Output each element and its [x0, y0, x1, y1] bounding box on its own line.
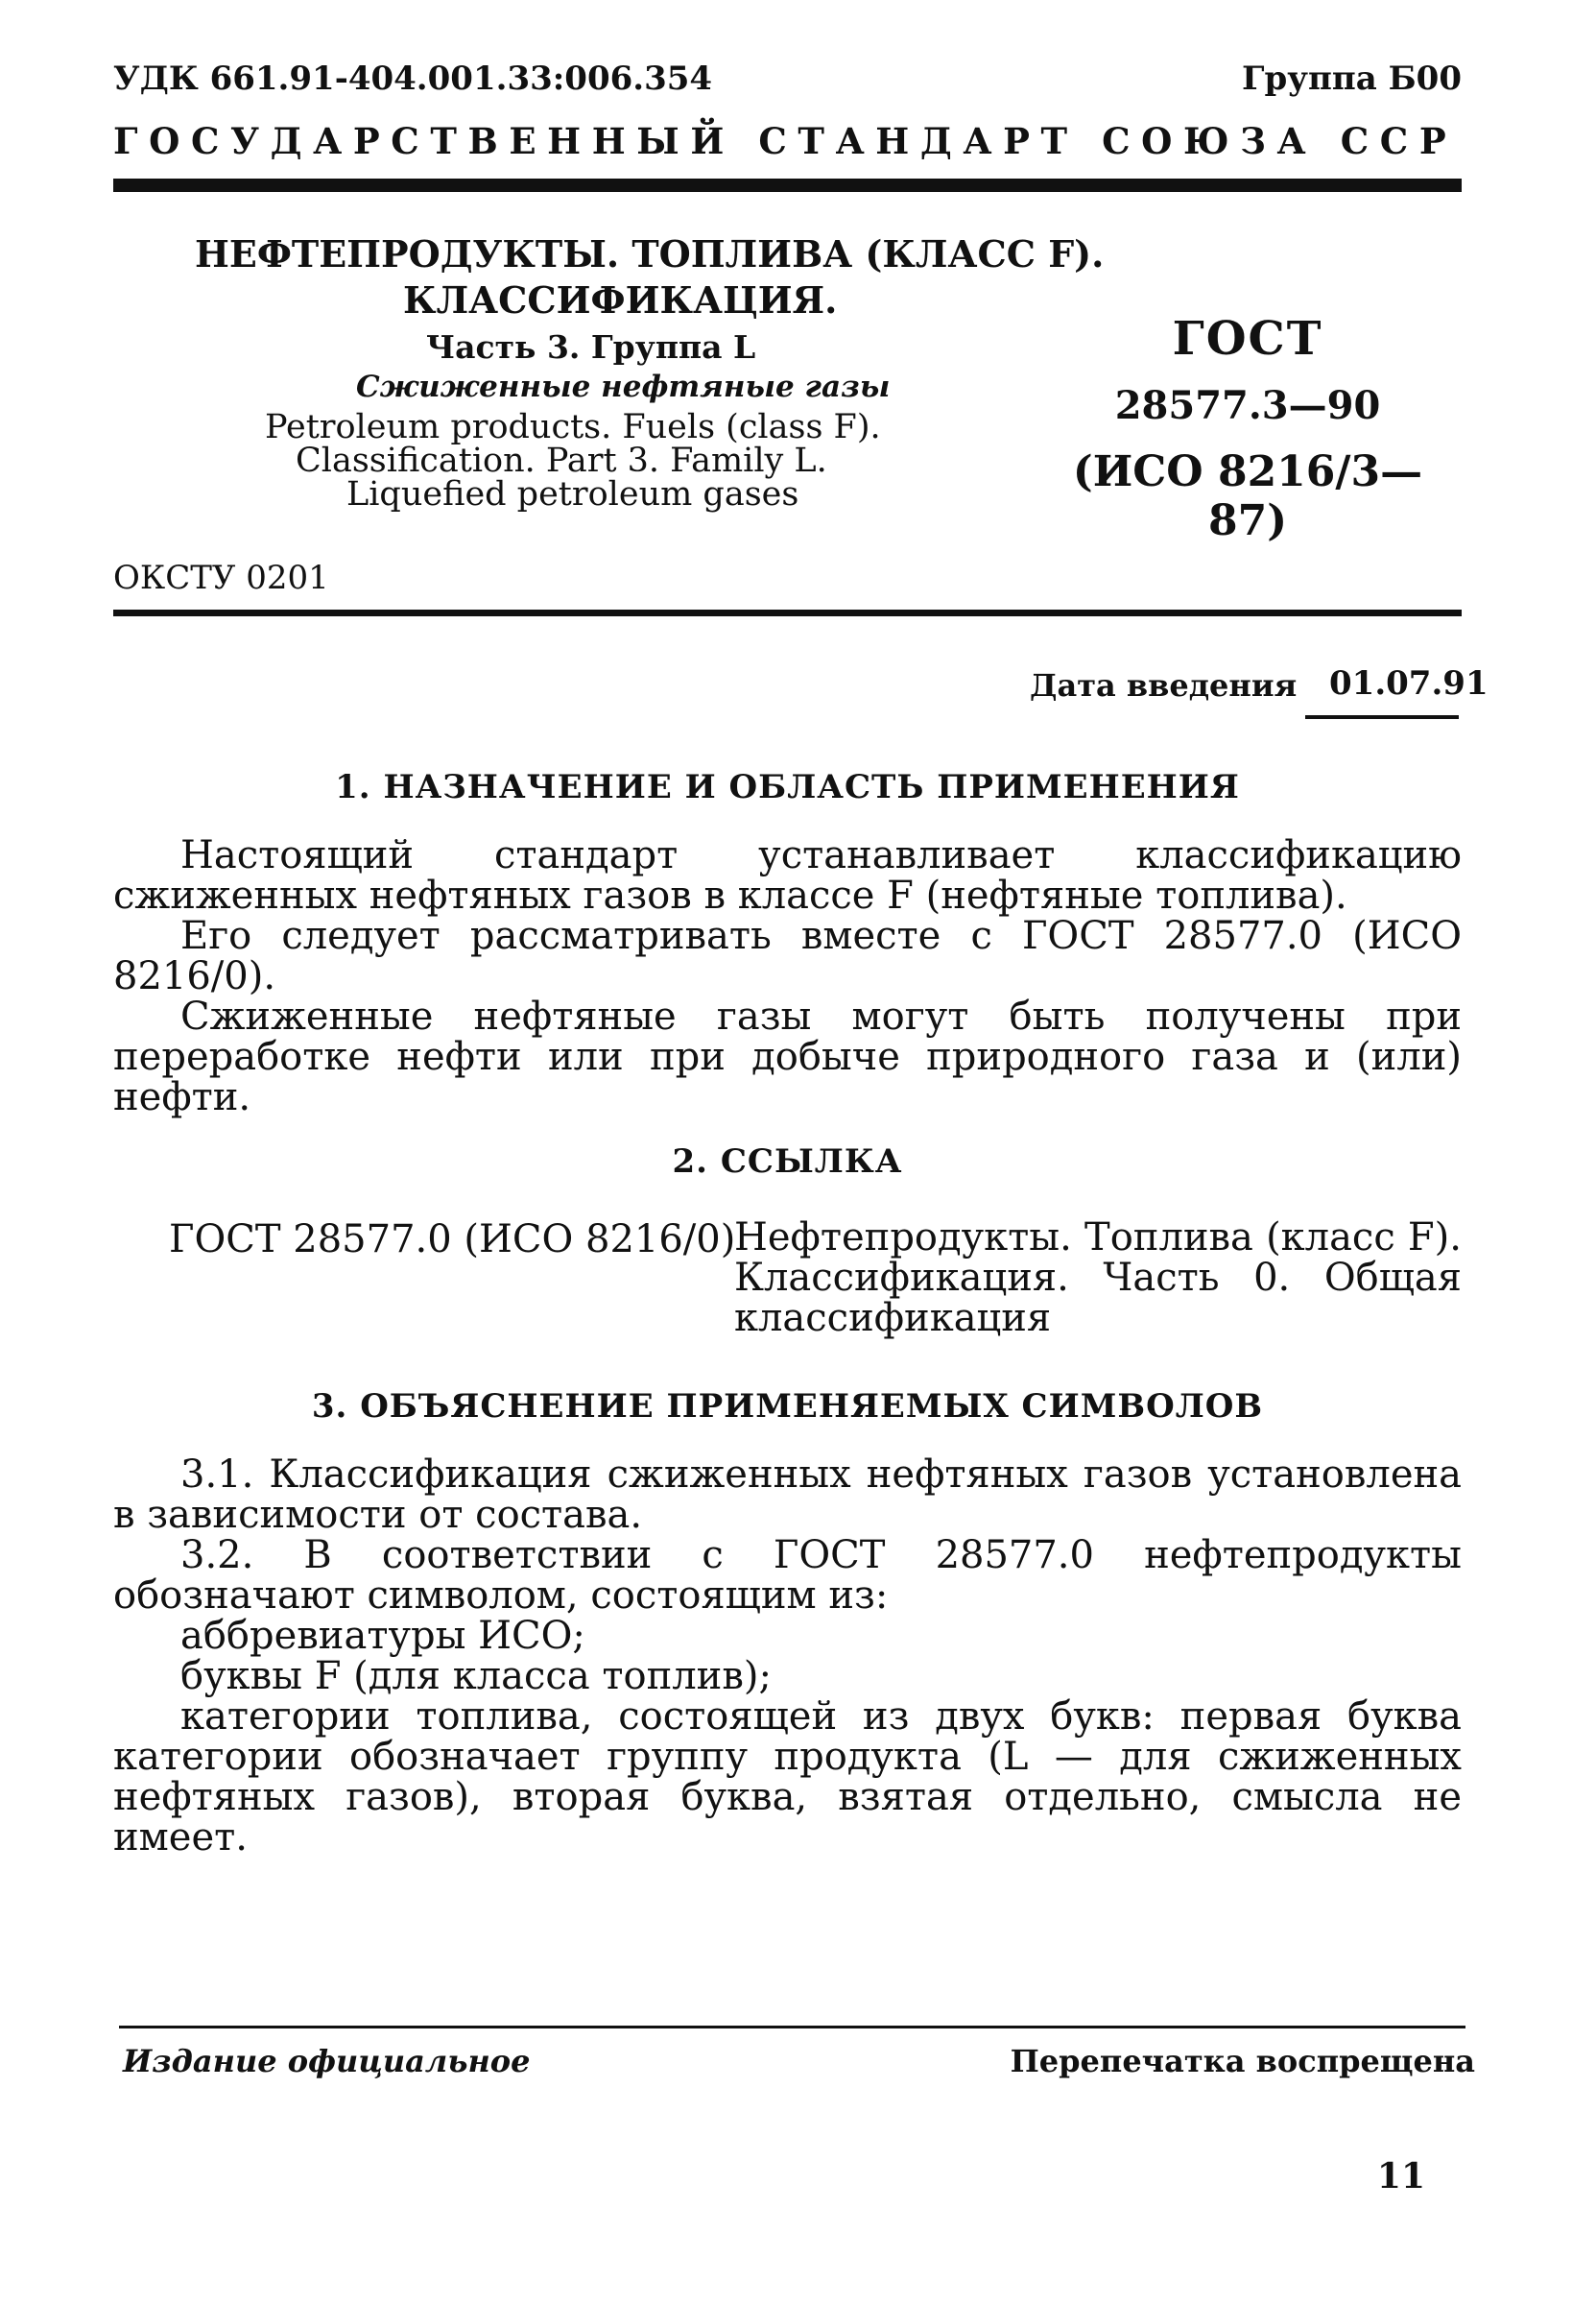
okstu-code: ОКСТУ 0201: [113, 559, 329, 597]
section-2-heading: 2. ССЫЛКА: [672, 1142, 903, 1181]
gost-designation: [1036, 312, 1459, 545]
section-1-body: [113, 835, 1462, 1117]
title-line-2: КЛАССИФИКАЦИЯ.: [403, 278, 838, 322]
footer-official-edition: Издание официальное: [123, 2043, 531, 2079]
reference-code: ГОСТ 28577.0 (ИСО 8216/0): [169, 1217, 736, 1261]
footer-reprint-prohibited: Перепечатка воспрещена: [1010, 2043, 1475, 2079]
intro-date-value: 01.07.91: [1329, 664, 1489, 703]
title-line-1: НЕФТЕПРОДУКТЫ. ТОПЛИВА (КЛАСС F).: [195, 232, 1105, 276]
title-en-line-2: Classification. Part 3. Family L.: [296, 442, 827, 480]
section-3-body: [113, 1454, 1462, 1858]
part-label: Часть 3. Группа L: [426, 328, 756, 366]
udk-code: УДК 661.91-404.001.33:006.354: [113, 60, 713, 98]
reference-title-block: [734, 1217, 1462, 1338]
section-1-heading: 1. НАЗНАЧЕНИЕ И ОБЛАСТЬ ПРИМЕНЕНИЯ: [335, 768, 1240, 806]
gost-label: ГОСТ: [1172, 312, 1323, 366]
section-1-paragraph-3: Сжиженные нефтяные газы могут быть получены при переработке нефти или при добыче природного газа и (или) нефти.: [113, 995, 1462, 1119]
clause-3-1: 3.1. Классификация сжиженных нефтяных газов установлена в зависимости от состава.: [113, 1452, 1462, 1537]
list-item-letter-f: буквы F (для класса топлив);: [180, 1654, 772, 1698]
list-item-iso: аббревиатуры ИСО;: [180, 1614, 585, 1658]
title-en-line-1: Petroleum products. Fuels (class F).: [265, 408, 881, 446]
okstu-rule: [113, 610, 1462, 616]
state-standard-banner: ГОСУДАРСТВЕННЫЙ СТАНДАРТ СОЮЗА ССР: [113, 120, 1458, 162]
page-number: 11: [1376, 2156, 1425, 2196]
subtitle-ru: Сжиженные нефтяные газы: [356, 370, 891, 404]
intro-date-underline: [1305, 715, 1459, 719]
group-code: Группа Б00: [1241, 60, 1462, 98]
reference-title: Нефтепродукты. Топлива (класс F). Классификация. Часть 0. Общая классификация: [734, 1215, 1462, 1340]
list-item-category: категории топлива, состоящей из двух букв: первая буква категории обозначает группу продукта (L — для сжиженных нефтяных газов), вторая буква, взятая отдельно, смысла не имеет.: [113, 1694, 1462, 1860]
header-rule: [113, 179, 1462, 192]
title-en-line-3: Liquefied petroleum gases: [346, 475, 799, 514]
gost-number: 28577.3—90: [1114, 383, 1381, 428]
gost-iso-number: (ИСО 8216/3—87): [1072, 447, 1423, 545]
clause-3-2: 3.2. В соответствии с ГОСТ 28577.0 нефтепродукты обозначают символом, состоящим из:: [113, 1533, 1462, 1618]
section-3-heading: 3. ОБЪЯСНЕНИЕ ПРИМЕНЯЕМЫХ СИМВОЛОВ: [311, 1387, 1264, 1426]
intro-date-label: Дата введения: [1030, 667, 1298, 704]
section-1-paragraph-2: Его следует рассматривать вместе с ГОСТ 28577.0 (ИСО 8216/0).: [113, 914, 1462, 998]
footer-rule: [119, 2026, 1465, 2028]
section-1-paragraph-1: Настоящий стандарт устанавливает классификацию сжиженных нефтяных газов в классе F (нефтяные топлива).: [113, 833, 1462, 918]
